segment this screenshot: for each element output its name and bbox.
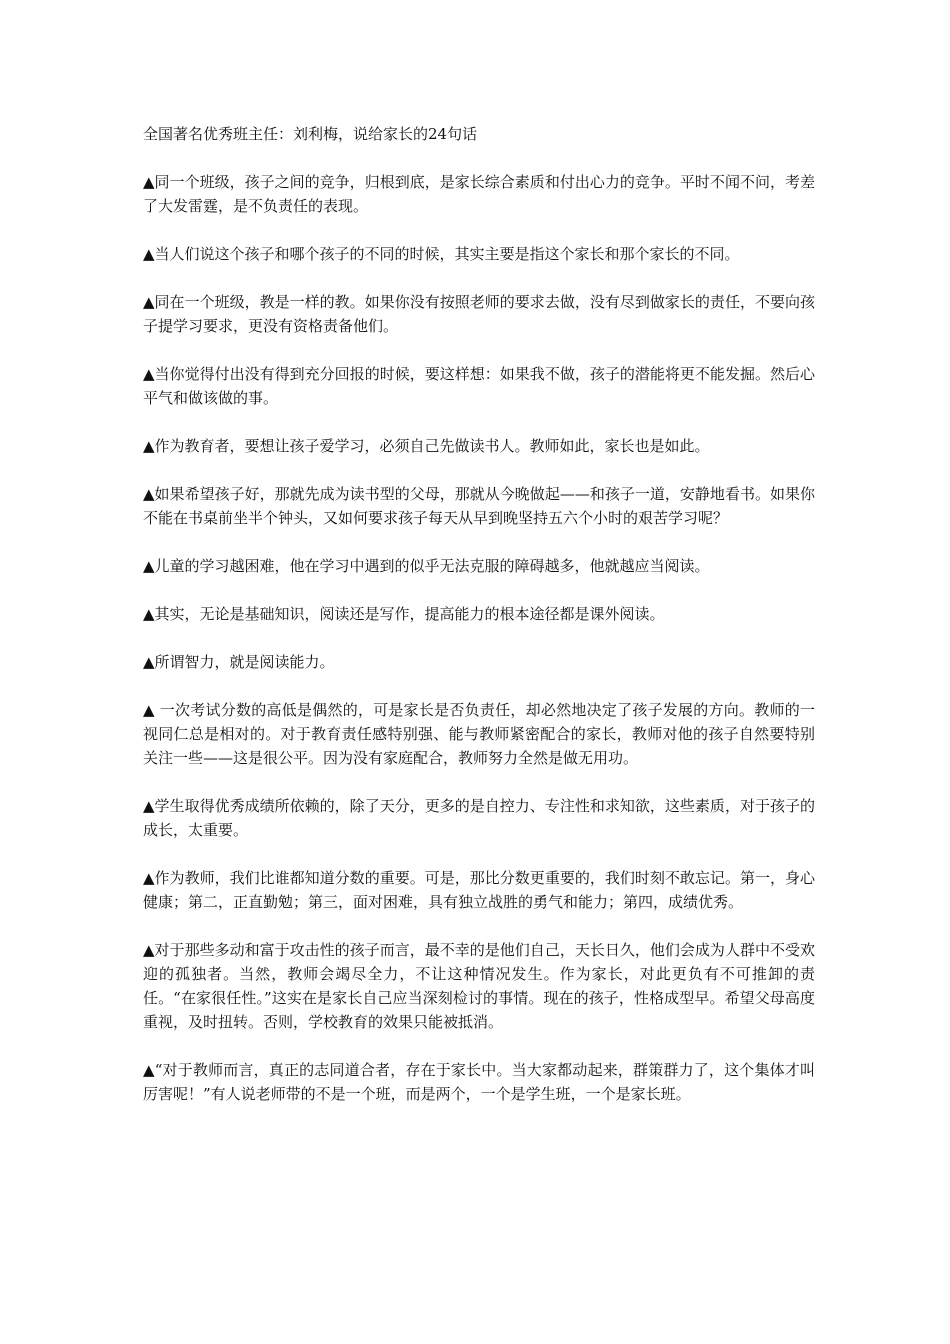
paragraph-11: ▲学生取得优秀成绩所依赖的，除了天分，更多的是自控力、专注性和求知欲，这些素质，对于孩子的成长，太重要。 <box>143 797 815 839</box>
paragraph-6: ▲如果希望孩子好，那就先成为读书型的父母，那就从今晚做起——和孩子一道，安静地看书。如果你不能在书桌前坐半个钟头，又如何要求孩子每天从早到晚坚持五六个小时的艰苦学习呢？ <box>143 485 815 527</box>
paragraph-5: ▲作为教育者，要想让孩子爱学习，必须自己先做读书人。教师如此，家长也是如此。 <box>143 437 710 455</box>
paragraph-12: ▲作为教师，我们比谁都知道分数的重要。可是，那比分数更重要的，我们时刻不敢忘记。第一，身心健康；第二，正直勤勉；第三，面对困难，具有独立战胜的勇气和能力；第四，成绩优秀。 <box>143 869 815 911</box>
paragraph-3: ▲同在一个班级，教是一样的教。如果你没有按照老师的要求去做，没有尽到做家长的责任，不要向孩子提学习要求，更没有资格责备他们。 <box>143 293 815 335</box>
paragraph-10: ▲ 一次考试分数的高低是偶然的，可是家长是否负责任，却必然地决定了孩子发展的方向。教师的一视同仁总是相对的。对于教育责任感特别强、能与教师紧密配合的家长，教师对他的孩子自然要特别关注一些——这是很公平。因为没有家庭配合，教师努力全然是做无用功。 <box>143 701 815 767</box>
document-title: 全国著名优秀班主任：刘利梅，说给家长的24句话 <box>143 125 478 143</box>
paragraph-7: ▲儿童的学习越困难，他在学习中遇到的似乎无法克服的障碍越多，他就越应当阅读。 <box>143 557 710 575</box>
paragraph-4: ▲当你觉得付出没有得到充分回报的时候，要这样想：如果我不做，孩子的潜能将更不能发掘。然后心平气和做该做的事。 <box>143 365 815 407</box>
paragraph-14: ▲“对于教师而言，真正的志同道合者，存在于家长中。当大家都动起来，群策群力了，这个集体才叫厉害呢！”有人说老师带的不是一个班，而是两个，一个是学生班，一个是家长班。 <box>143 1061 815 1103</box>
paragraph-9: ▲所谓智力，就是阅读能力。 <box>143 653 335 671</box>
paragraph-2: ▲当人们说这个孩子和哪个孩子的不同的时候，其实主要是指这个家长和那个家长的不同。 <box>143 245 740 263</box>
paragraph-8: ▲其实，无论是基础知识，阅读还是写作，提高能力的根本途径都是课外阅读。 <box>143 605 665 623</box>
document-page <box>143 122 815 1130</box>
paragraph-1: ▲同一个班级，孩子之间的竞争，归根到底，是家长综合素质和付出心力的竞争。平时不闻不问，考差了大发雷霆，是不负责任的表现。 <box>143 173 815 215</box>
paragraph-13: ▲对于那些多动和富于攻击性的孩子而言，最不幸的是他们自己，天长日久，他们会成为人群中不受欢迎的孤独者。当然，教师会竭尽全力，不让这种情况发生。作为家长，对此更负有不可推卸的责任。“在家很任性。”这实在是家长自己应当深刻检讨的事情。现在的孩子，性格成型早。希望父母高度重视，及时扭转。否则，学校教育的效果只能被抵消。 <box>143 941 815 1031</box>
